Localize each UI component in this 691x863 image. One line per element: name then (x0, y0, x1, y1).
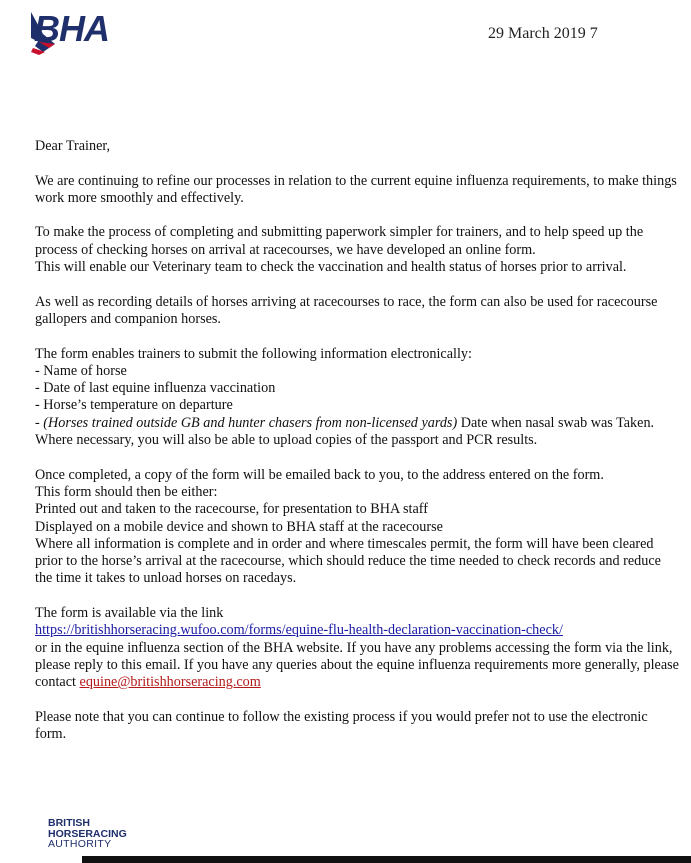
letter-date (488, 25, 598, 43)
bottom-bar (82, 856, 691, 863)
list-item: - Name of horse (35, 362, 127, 379)
bha-logo-text: BHA (34, 8, 109, 49)
list-item: - Date of last equine influenza vaccination (35, 380, 276, 397)
paragraph-info-list (35, 346, 680, 450)
letter-body (35, 138, 680, 761)
list-item-prefix: - (35, 414, 44, 431)
list-item-rest: Date when nasal swab was Taken. (457, 414, 655, 431)
info-list-intro: The form enables trainers to submit the following information electronically: (35, 345, 472, 362)
paragraph-link (35, 605, 680, 691)
paragraph-online-form (35, 224, 680, 276)
info-list-outro: Where necessary, you will also be able to upload copies of the passport and PCR results. (35, 432, 538, 449)
link-intro: The form is available via the link (35, 605, 224, 622)
footer-logo-line-1: BRITISH (48, 817, 90, 829)
footer-logo-line-2: HORSERACING (48, 827, 127, 840)
form-link[interactable]: https://britishhorseracing.wufoo.com/forms/equine-flu-health-declaration-vaccination-check/ (35, 622, 563, 639)
paragraph-gallopers: As well as recording details of horses arriving at racecourses to race, the form can also be used for racecourse gallopers and companion horses. (35, 293, 658, 327)
date-text: 29 March 2019 (488, 25, 586, 42)
paragraph-existing-process: Please note that you can continue to follow the existing process if you would prefer not to use the electronic form. (35, 708, 648, 743)
link-contact-text (35, 640, 680, 692)
paragraph-completion (35, 467, 680, 588)
completion-line-2: This form should then be either: (35, 483, 218, 500)
completion-line-5: Where all information is complete and in order and where timescales permit, the form will have been cleared prior to the horse’s arrival at the racecourse, which should reduce the time needed to check records and reduce the time it takes to unload horses on racedays. (35, 535, 661, 587)
salutation: Dear Trainer, (35, 138, 111, 154)
list-item: - Horse’s temperature on departure (35, 397, 233, 414)
online-form-line-2: This will enable our Veterinary team to check the vaccination and health status of horses prior to arrival. (35, 259, 627, 276)
completion-line-4: Displayed on a mobile device and shown to BHA staff at the racecourse (35, 518, 443, 535)
contact-text: or in the equine influenza section of the BHA website. If you have any problems accessing the form via the link, please reply to this email. If you have any queries about the equine influenza requirements more generally, please contact (35, 639, 679, 691)
email-link[interactable]: equine@britishhorseracing.com (79, 674, 261, 691)
paragraph-intro: We are continuing to refine our processes in relation to the current equine influenza requirements, to make things work more smoothly and effectively. (35, 172, 677, 206)
date-trailing-char: 7 (589, 25, 598, 42)
list-item-nasal-swab (35, 415, 680, 432)
completion-line-1: Once completed, a copy of the form will be emailed back to you, to the address entered on the form. (35, 466, 604, 483)
footer-logo-line-3: AUTHORITY (48, 838, 112, 850)
online-form-line-1: To make the process of completing and submitting paperwork simpler for trainers, and to help speed up the process of checking horses on arrival at racecourses, we have developed an online form. (35, 224, 644, 258)
footer-logo (48, 818, 127, 850)
completion-line-3: Printed out and taken to the racecourse, for presentation to BHA staff (35, 501, 428, 518)
list-item-italic-note: (Horses trained outside GB and hunter chasers from non-licensed yards) (43, 414, 458, 431)
